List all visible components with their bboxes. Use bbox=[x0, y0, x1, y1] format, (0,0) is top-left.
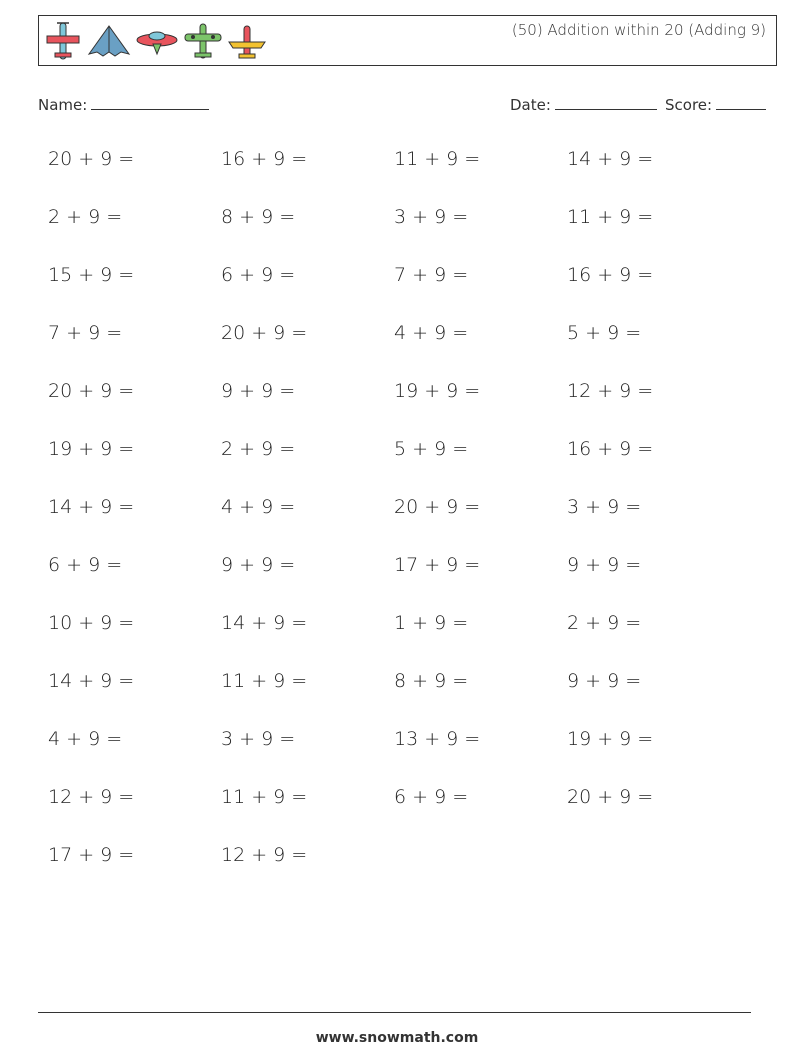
problem-item: 11 + 9 = bbox=[221, 670, 308, 692]
problem-item: 12 + 9 = bbox=[48, 786, 135, 808]
problem-row bbox=[48, 264, 748, 322]
problem-grid bbox=[48, 148, 748, 902]
problem-item: 19 + 9 = bbox=[394, 380, 481, 402]
score-line[interactable] bbox=[716, 95, 766, 110]
problem-item: 20 + 9 = bbox=[48, 380, 135, 402]
problem-item: 3 + 9 = bbox=[567, 496, 642, 518]
date-line[interactable] bbox=[555, 95, 657, 110]
problem-item: 19 + 9 = bbox=[48, 438, 135, 460]
problem-row bbox=[48, 844, 748, 902]
worksheet-header bbox=[38, 15, 777, 66]
problem-item: 20 + 9 = bbox=[394, 496, 481, 518]
problem-item: 13 + 9 = bbox=[394, 728, 481, 750]
problem-item: 14 + 9 = bbox=[221, 612, 308, 634]
problem-item: 12 + 9 = bbox=[567, 380, 654, 402]
name-label: Name: bbox=[38, 96, 88, 114]
green-plane-icon bbox=[183, 20, 223, 64]
problem-row bbox=[48, 670, 748, 728]
red-plane-icon bbox=[135, 20, 179, 64]
date-label: Date: bbox=[510, 96, 551, 114]
problem-item: 14 + 9 = bbox=[48, 670, 135, 692]
problem-item: 6 + 9 = bbox=[394, 786, 469, 808]
problem-item: 14 + 9 = bbox=[567, 148, 654, 170]
problem-item: 16 + 9 = bbox=[221, 148, 308, 170]
problem-item: 20 + 9 = bbox=[567, 786, 654, 808]
problem-item: 6 + 9 = bbox=[221, 264, 296, 286]
problem-item: 16 + 9 = bbox=[567, 438, 654, 460]
problem-item: 2 + 9 = bbox=[221, 438, 296, 460]
problem-item: 16 + 9 = bbox=[567, 264, 654, 286]
problem-item: 8 + 9 = bbox=[394, 670, 469, 692]
problem-item: 4 + 9 = bbox=[48, 728, 123, 750]
problem-item: 7 + 9 = bbox=[394, 264, 469, 286]
problem-item: 17 + 9 = bbox=[48, 844, 135, 866]
problem-item: 17 + 9 = bbox=[394, 554, 481, 576]
score-label: Score: bbox=[665, 96, 713, 114]
problem-item: 7 + 9 = bbox=[48, 322, 123, 344]
problem-item: 6 + 9 = bbox=[48, 554, 123, 576]
red-plane-icon bbox=[43, 20, 83, 64]
problem-item: 5 + 9 = bbox=[567, 322, 642, 344]
problem-item: 20 + 9 = bbox=[221, 322, 308, 344]
problem-item: 11 + 9 = bbox=[567, 206, 654, 228]
problem-item: 2 + 9 = bbox=[48, 206, 123, 228]
problem-item: 3 + 9 = bbox=[394, 206, 469, 228]
problem-row bbox=[48, 728, 748, 786]
problem-item: 1 + 9 = bbox=[394, 612, 469, 634]
problem-item: 11 + 9 = bbox=[394, 148, 481, 170]
problem-row bbox=[48, 496, 748, 554]
problem-item: 2 + 9 = bbox=[567, 612, 642, 634]
worksheet-title: (50) Addition within 20 (Adding 9) bbox=[511, 21, 766, 39]
problem-item: 4 + 9 = bbox=[394, 322, 469, 344]
stealth-plane-icon bbox=[87, 20, 131, 64]
name-line[interactable] bbox=[91, 95, 209, 110]
footer-url: www.snowmath.com bbox=[315, 1030, 479, 1046]
problem-item: 11 + 9 = bbox=[221, 786, 308, 808]
problem-item: 8 + 9 = bbox=[221, 206, 296, 228]
problem-row bbox=[48, 380, 748, 438]
problem-row bbox=[48, 786, 748, 844]
problem-row bbox=[48, 206, 748, 264]
problem-row bbox=[48, 554, 748, 612]
problem-item: 10 + 9 = bbox=[48, 612, 135, 634]
date-field bbox=[510, 95, 657, 114]
problem-item: 20 + 9 = bbox=[48, 148, 135, 170]
problem-row bbox=[48, 612, 748, 670]
header-icons bbox=[43, 20, 267, 64]
problem-row bbox=[48, 438, 748, 496]
name-field bbox=[38, 95, 209, 114]
problem-item: 14 + 9 = bbox=[48, 496, 135, 518]
problem-item: 5 + 9 = bbox=[394, 438, 469, 460]
problem-item: 9 + 9 = bbox=[221, 380, 296, 402]
problem-item: 19 + 9 = bbox=[567, 728, 654, 750]
problem-item: 15 + 9 = bbox=[48, 264, 135, 286]
problem-row bbox=[48, 148, 748, 206]
problem-row bbox=[48, 322, 748, 380]
score-field bbox=[665, 95, 766, 114]
footer-divider bbox=[38, 1012, 751, 1013]
problem-item: 3 + 9 = bbox=[221, 728, 296, 750]
problem-item: 9 + 9 = bbox=[221, 554, 296, 576]
problem-item: 4 + 9 = bbox=[221, 496, 296, 518]
yellow-plane-icon bbox=[227, 20, 267, 64]
problem-item: 12 + 9 = bbox=[221, 844, 308, 866]
problem-item: 9 + 9 = bbox=[567, 554, 642, 576]
problem-item: 9 + 9 = bbox=[567, 670, 642, 692]
